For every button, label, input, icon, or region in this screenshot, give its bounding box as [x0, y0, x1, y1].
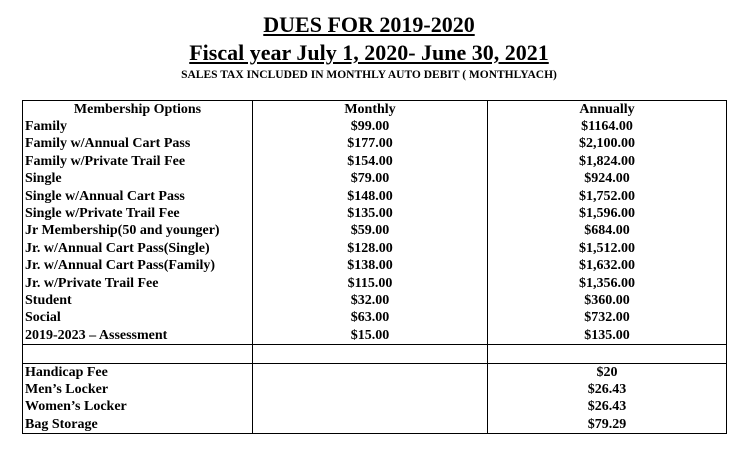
monthly-price-cell: $79.00: [253, 171, 488, 188]
column-header-membership-options: Membership Options: [23, 101, 253, 119]
fiscal-year-subtitle: Fiscal year July 1, 2020- June 30, 2021: [189, 40, 549, 65]
membership-option-cell: Single w/Private Trail Fee: [23, 205, 253, 222]
table-row: [23, 310, 727, 327]
annual-price-cell: $732.00: [488, 310, 727, 327]
fee-annual-cell: $20: [488, 363, 727, 381]
column-header-monthly: Monthly: [253, 101, 488, 119]
table-row: [23, 223, 727, 240]
annual-price-cell: $924.00: [488, 171, 727, 188]
membership-option-cell: Jr. w/Annual Cart Pass(Family): [23, 258, 253, 275]
fee-monthly-cell: [253, 381, 488, 398]
monthly-price-cell: $99.00: [253, 118, 488, 135]
table-row: [23, 399, 727, 416]
blank-row: [23, 345, 727, 363]
monthly-price-cell: $128.00: [253, 240, 488, 257]
membership-option-cell: Family w/Private Trail Fee: [23, 153, 253, 170]
blank-cell: [23, 345, 253, 363]
membership-rows: [23, 118, 727, 345]
fee-annual-cell: $26.43: [488, 399, 727, 416]
membership-option-cell: Social: [23, 310, 253, 327]
table-row: [23, 136, 727, 153]
annual-price-cell: $135.00: [488, 327, 727, 345]
annual-price-cell: $1,752.00: [488, 188, 727, 205]
fee-monthly-cell: [253, 363, 488, 381]
monthly-price-cell: $135.00: [253, 205, 488, 222]
monthly-price-cell: $59.00: [253, 223, 488, 240]
membership-option-cell: Jr. w/Private Trail Fee: [23, 275, 253, 292]
table-row: [23, 118, 727, 135]
monthly-price-cell: $138.00: [253, 258, 488, 275]
membership-option-cell: Jr Membership(50 and younger): [23, 223, 253, 240]
document-header: [0, 12, 738, 82]
membership-option-cell: Family: [23, 118, 253, 135]
table-row: [23, 240, 727, 257]
fee-name-cell: Bag Storage: [23, 416, 253, 434]
table-row: [23, 258, 727, 275]
fee-annual-cell: $79.29: [488, 416, 727, 434]
membership-option-cell: Student: [23, 292, 253, 309]
monthly-price-cell: $32.00: [253, 292, 488, 309]
table-row: [23, 327, 727, 345]
monthly-price-cell: $154.00: [253, 153, 488, 170]
table-row: [23, 153, 727, 170]
fee-annual-cell: $26.43: [488, 381, 727, 398]
fee-monthly-cell: [253, 416, 488, 434]
table-row: [23, 205, 727, 222]
fee-name-cell: Men’s Locker: [23, 381, 253, 398]
table-row: [23, 188, 727, 205]
fee-monthly-cell: [253, 399, 488, 416]
monthly-price-cell: $15.00: [253, 327, 488, 345]
table-row: [23, 275, 727, 292]
membership-option-cell: 2019-2023 – Assessment: [23, 327, 253, 345]
annual-price-cell: $1,632.00: [488, 258, 727, 275]
table-header-row: [23, 101, 727, 119]
dues-table: [22, 100, 727, 434]
fee-name-cell: Women’s Locker: [23, 399, 253, 416]
table-row: [23, 381, 727, 398]
annual-price-cell: $2,100.00: [488, 136, 727, 153]
annual-price-cell: $684.00: [488, 223, 727, 240]
blank-cell: [253, 345, 488, 363]
column-header-annually: Annually: [488, 101, 727, 119]
table-row: [23, 363, 727, 381]
annual-price-cell: $360.00: [488, 292, 727, 309]
table-row: [23, 292, 727, 309]
annual-price-cell: $1,596.00: [488, 205, 727, 222]
fee-rows: [23, 345, 727, 434]
membership-option-cell: Family w/Annual Cart Pass: [23, 136, 253, 153]
membership-option-cell: Single: [23, 171, 253, 188]
monthly-price-cell: $148.00: [253, 188, 488, 205]
annual-price-cell: $1164.00: [488, 118, 727, 135]
table-row: [23, 171, 727, 188]
annual-price-cell: $1,824.00: [488, 153, 727, 170]
monthly-price-cell: $177.00: [253, 136, 488, 153]
blank-cell: [488, 345, 727, 363]
membership-option-cell: Single w/Annual Cart Pass: [23, 188, 253, 205]
annual-price-cell: $1,512.00: [488, 240, 727, 257]
monthly-price-cell: $115.00: [253, 275, 488, 292]
monthly-price-cell: $63.00: [253, 310, 488, 327]
fee-name-cell: Handicap Fee: [23, 363, 253, 381]
sales-tax-note: SALES TAX INCLUDED IN MONTHLY AUTO DEBIT ( MONTHLYACH): [181, 69, 557, 81]
page-title: DUES FOR 2019-2020: [263, 12, 475, 37]
annual-price-cell: $1,356.00: [488, 275, 727, 292]
table-row: [23, 416, 727, 434]
membership-option-cell: Jr. w/Annual Cart Pass(Single): [23, 240, 253, 257]
